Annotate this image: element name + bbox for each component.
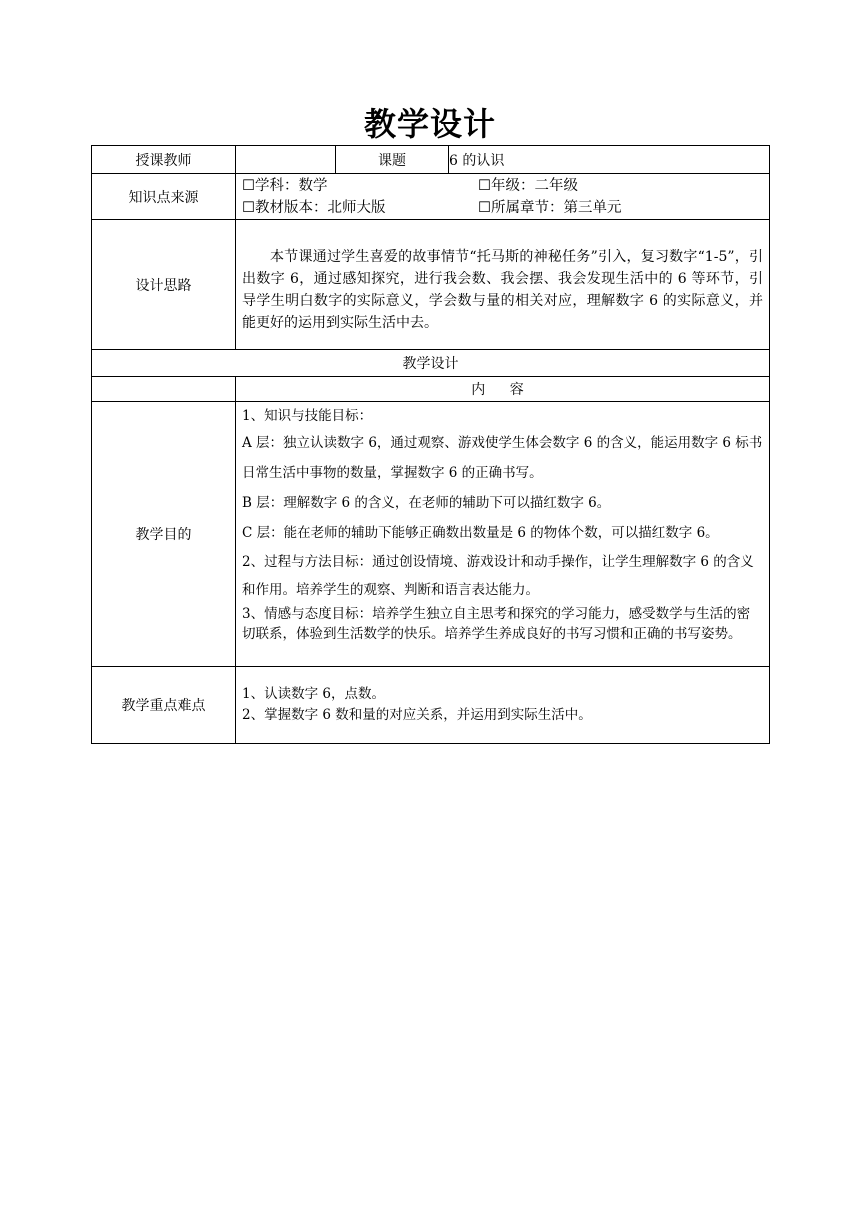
teacher-label: 授课教师 [92, 146, 236, 174]
textbook-field: ☐教材版本：北师大版 [242, 199, 386, 216]
section-title: 教学设计 [92, 350, 770, 377]
topic-label: 课题 [336, 146, 449, 174]
goals-row [92, 402, 770, 667]
teacher-row [92, 146, 770, 174]
goals-cell [236, 402, 770, 667]
difficulty-cell [236, 667, 770, 744]
teacher-value [236, 146, 336, 174]
content-header-row [92, 377, 770, 402]
goal-line: A 层：独立认读数字 6，通过观察、游戏使学生体会数字 6 的含义，能运用数字 6 标书日常生活中事物的数量，掌握数字 6 的正确书写。 [242, 435, 763, 481]
design-text: 本节课通过学生喜爱的故事情节“托马斯的神秘任务”引入，复习数字“1-5”，引出数字 6，通过感知探究，进行我会数、我会摆、我会发现生活中的 6 等环节，引导学生明白数字的实际意义，学会数与量的相关对应，理解数字 6 的实际意义，并能更好的运用到实际生活中去。 [242, 249, 763, 331]
source-cell [236, 174, 770, 220]
grade-field: ☐年级：二年级 [478, 177, 578, 194]
difficulty-label: 教学重点难点 [92, 667, 236, 744]
content-header-blank [92, 377, 236, 402]
topic-value: 6 的认识 [449, 146, 770, 174]
difficulty-row [92, 667, 770, 744]
subject-field: ☐学科：数学 [242, 177, 328, 194]
design-label: 设计思路 [92, 220, 236, 350]
design-cell [236, 220, 770, 350]
goal-line: C 层：能在老师的辅助下能够正确数出数量是 6 的物体个数，可以描红数字 6。 [242, 525, 719, 541]
content-header: 内 容 [236, 377, 770, 402]
design-row [92, 220, 770, 350]
difficulty-line: 1、认读数字 6，点数。 [242, 686, 385, 702]
source-label: 知识点来源 [92, 174, 236, 220]
goal-line: 3、情感与态度目标：培养学生独立自主思考和探究的学习能力，感受数学与生活的密切联系，体验到生活数学的快乐。培养学生养成良好的书写习惯和正确的书写姿势。 [242, 606, 751, 642]
difficulty-line: 2、掌握数字 6 数和量的对应关系，并运用到实际生活中。 [242, 707, 592, 723]
document-title: 教学设计 [363, 105, 496, 143]
goal-line: B 层：理解数字 6 的含义，在老师的辅助下可以描红数字 6。 [242, 495, 611, 511]
chapter-field: ☐所属章节：第三单元 [478, 199, 622, 216]
lesson-plan-table [91, 145, 770, 744]
goal-line: 1、知识与技能目标： [242, 408, 373, 424]
goal-line: 2、过程与方法目标：通过创设情境、游戏设计和动手操作，让学生理解数字 6 的含义和作用。培养学生的观察、判断和语言表达能力。 [242, 554, 754, 598]
section-row [92, 350, 770, 377]
goals-label: 教学目的 [92, 402, 236, 667]
source-row [92, 174, 770, 220]
